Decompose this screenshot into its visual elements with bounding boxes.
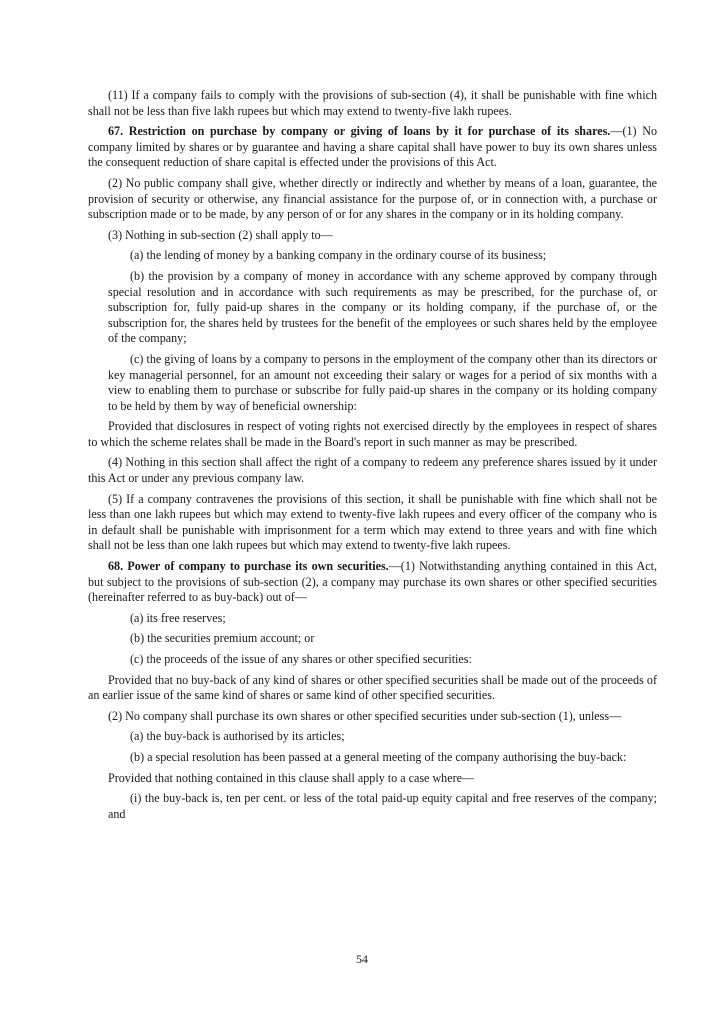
section-68-2-clause-b: (b) a special resolution has been passed at a general meeting of the company authorising the buy-back: (130, 749, 627, 764)
section-68-1-clause-a: (a) its free reserves; (130, 610, 226, 625)
section-68-subsection-1 (88, 559, 657, 606)
document-body (88, 88, 657, 827)
section-68-1-text: —(1) Notwithstanding anything contained in this Act, but subject to the provisions of sub-section (2), a company may purchase its own shares or other specified securities (hereinafter referred to as buy-back) out of— (88, 559, 657, 605)
paragraph-66-11: (11) If a company fails to comply with the provisions of sub-section (4), it shall be punishable with fine which shall not be less than five lakh rupees but which may extend to twenty-five lakh rupees. (88, 88, 657, 118)
section-68-2-clause-a: (a) the buy-back is authorised by its articles; (130, 729, 345, 744)
section-68-1-clause-c: (c) the proceeds of the issue of any shares or other specified securities: (130, 652, 472, 666)
section-67-3-clause-b: (b) the provision by a company of money in accordance with any scheme approved by company through special resolution and in accordance with such requirements as may be prescribed, for the purchase of, or subscription for, fully paid-up shares in the company or its holding company, if the purchase of, or the subscription for, the shares held by trustees for the benefit of the employees or such shares held by the employee of the company; (108, 268, 657, 346)
section-67-3-clause-a: (a) the lending of money by a banking company in the ordinary course of its business; (130, 248, 547, 263)
section-67-proviso: Provided that disclosures in respect of voting rights not exercised directly by the employees in respect of shares to which the scheme relates shall be made in the Board's report in such manner as may be prescribed. (88, 419, 657, 449)
section-68-subsection-2: (2) No company shall purchase its own shares or other specified securities under sub-section (1), unless— (108, 708, 622, 723)
section-67-1-text: —(1) No company limited by shares or by guarantee and having a share capital shall have power to buy its own shares unless the consequent reduction of share capital is effected under the provisions of this Act. (88, 124, 658, 170)
section-67-subsection-1 (88, 124, 657, 171)
section-67-subsection-3: (3) Nothing in sub-section (2) shall apply to— (108, 227, 333, 242)
section-68-1-clause-b: (b) the securities premium account; or (130, 631, 315, 646)
section-67-subsection-5: (5) If a company contravenes the provisions of this section, it shall be punishable with fine which shall not be less than one lakh rupees but which may extend to twenty-five lakh rupees and every officer of the company who is in default shall be punishable with imprisonment for a term which may extend to three years and with fine which shall not be less than one lakh rupees but which may extend to twenty-five lakh rupees. (88, 491, 657, 553)
section-67-subsection-4: (4) Nothing in this section shall affect the right of a company to redeem any preference shares issued by it under this Act or under any previous company law. (88, 455, 657, 486)
section-68-heading: 68. Power of company to purchase its own securities. (108, 559, 389, 574)
section-68-proviso: Provided that no buy-back of any kind of shares or other specified securities shall be made out of the proceeds of an earlier issue of the same kind of shares or same kind of other specified securities. (88, 672, 657, 703)
section-68-2-proviso: Provided that nothing contained in this clause shall apply to a case where— (108, 770, 475, 785)
section-67-3-clause-c: (c) the giving of loans by a company to persons in the employment of the company other than its directors or key managerial personnel, for an amount not exceeding their salary or wages for a period of six months with a view to enabling them to purchase or subscribe for fully paid-up shares in the company or its holding company to be held by them by way of beneficial ownership: (108, 351, 657, 413)
section-67-subsection-2: (2) No public company shall give, whether directly or indirectly and whether by means of a loan, guarantee, the provision of security or otherwise, any financial assistance for the purpose of, or in connection with, a purchase or subscription made or to be made, by any person of or for any shares in the company or in its holding company. (88, 175, 657, 222)
section-68-2-clause-i: (i) the buy-back is, ten per cent. or less of the total paid-up equity capital and free reserves of the company; and (108, 791, 657, 821)
page-number: 54 (356, 952, 368, 966)
section-67-heading: 67. Restriction on purchase by company or giving of loans by it for purchase of its shares. (108, 124, 611, 139)
